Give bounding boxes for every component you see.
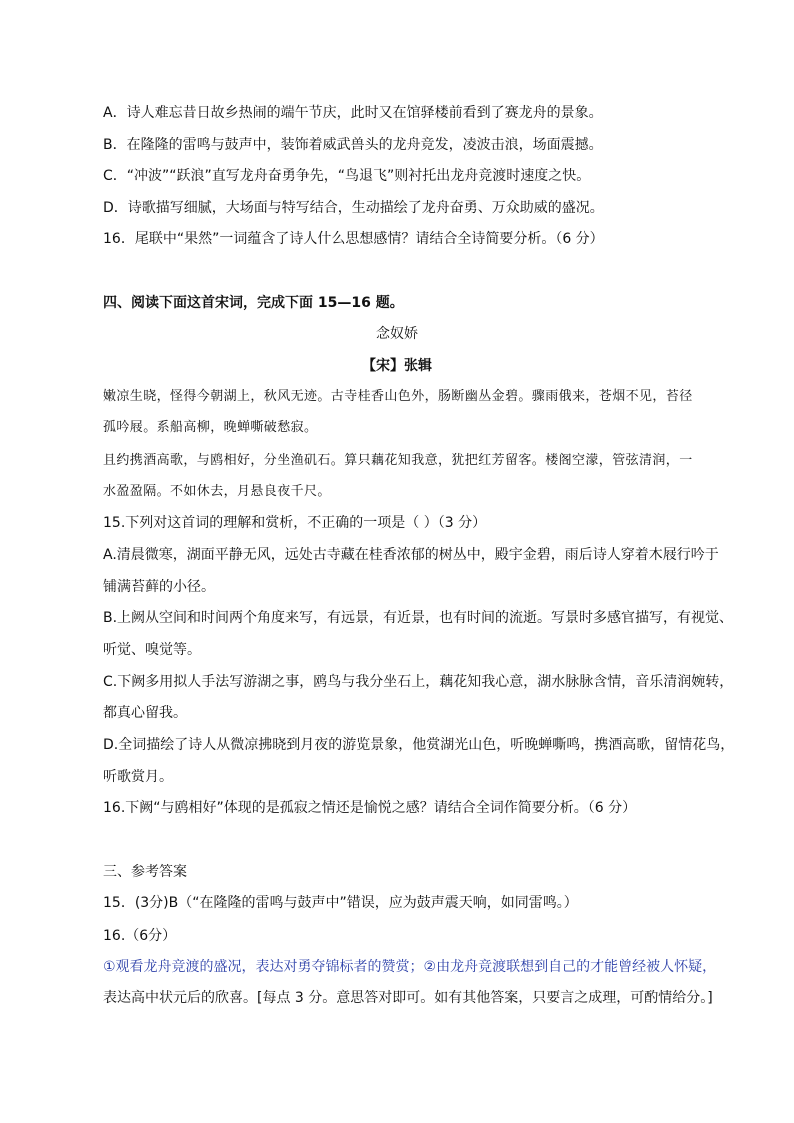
poem-line: 嫩凉生晓，怪得今朝湖上，秋风无迹。古寺桂香山色外，肠断幽丛金碧。骤雨俄来，苍烟不见，苔径 [103, 389, 693, 404]
q15-option-b-cont: 听觉、嗅觉等。 [103, 642, 201, 658]
poem-line: 水盈盈隔。不如休去，月悬良夜千尺。 [103, 484, 331, 499]
question-16-prev: 16．尾联中“果然”一词蕴含了诗人什么思想感情？请结合全诗简要分析。（6 分） [103, 231, 604, 247]
answer-16-label: 16.（6分） [103, 928, 177, 944]
option-d: D．诗歌描写细腻，大场面与特写结合，生动描绘了龙舟奋勇、万众助威的盛况。 [103, 200, 604, 216]
answer-16-line: 表达高中状元后的欣喜。[每点 3 分。意思答对即可。如有其他答案，只要言之成理，可酌情给分。] [103, 990, 713, 1006]
option-a: A．诗人难忘昔日故乡热闹的端午节庆，此时又在馆驿楼前看到了赛龙舟的景象。 [103, 105, 603, 121]
q15-option-c-cont: 都真心留我。 [103, 705, 187, 721]
answer-15: 15．(3分)B（“在隆隆的雷鸣与鼓声中”错误，应为鼓声震天响，如同雷鸣。） [103, 895, 578, 911]
section-heading: 四、阅读下面这首宋词，完成下面 15—16 题。 [103, 295, 404, 311]
poem-line: 且约携酒高歌，与鸥相好，分坐渔矶石。算只藕花知我意，犹把红芳留客。楼阁空濛，管弦清润，一 [103, 453, 693, 468]
poem-title: 念奴娇 [376, 326, 418, 342]
q15-option-d: D.全词描绘了诗人从微凉拂晓到月夜的游览景象，他赏湖光山色，听晚蝉嘶鸣，携酒高歌，留情花鸟， [103, 737, 735, 753]
q15-option-c: C.下阙多用拟人手法写游湖之事，鸥鸟与我分坐石上，藕花知我心意，湖水脉脉含情，音乐清润婉转， [103, 674, 734, 690]
answer-16-line: ①观看龙舟竞渡的盛况，表达对勇夺锦标者的赞赏；②由龙舟竞渡联想到自己的才能曾经被人怀疑， [103, 959, 717, 975]
poem-author: 【宋】张辑 [362, 358, 432, 374]
q15-option-d-cont: 听歌赏月。 [103, 769, 173, 785]
q15-option-a: A.清晨微寒，湖面平静无风，远处古寺藏在桂香浓郁的树丛中，殿宇金碧，雨后诗人穿着木屐行吟于 [103, 547, 719, 563]
option-b: B．在隆隆的雷鸣与鼓声中，装饰着威武兽头的龙舟竞发，凌波击浪，场面震撼。 [103, 137, 603, 153]
q15-option-b: B.上阙从空间和时间两个角度来写，有远景，有近景，也有时间的流逝。写景时多感官描写，有视觉、 [103, 610, 734, 626]
q15-option-a-cont: 铺满苔藓的小径。 [103, 579, 215, 595]
question-15: 15.下列对这首词的理解和赏析，不正确的一项是（ ）（3 分） [103, 515, 487, 531]
question-16: 16.下阙“与鸥相好”体现的是孤寂之情还是愉悦之感？请结合全词作简要分析。（6 分） [103, 800, 637, 816]
answer-heading: 三、参考答案 [103, 864, 187, 880]
option-c: C．“冲波”“跃浪”直写龙舟奋勇争先，“鸟退飞”则衬托出龙舟竞渡时速度之快。 [103, 168, 591, 184]
poem-line: 孤吟屐。系船高柳，晚蝉嘶破愁寂。 [103, 420, 318, 435]
